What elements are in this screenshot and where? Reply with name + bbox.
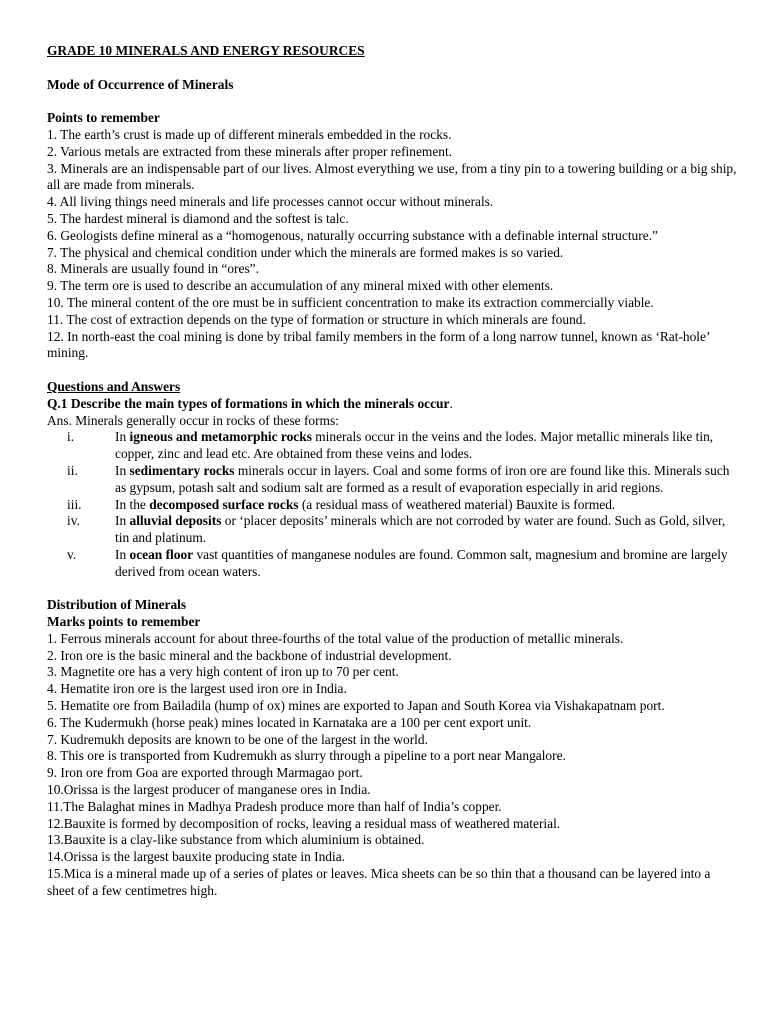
answer-item [47,463,737,497]
list-item: 3. Magnetite ore has a very high content of iron up to 70 per cent. [47,664,399,680]
list-item: 12.Bauxite is formed by decomposition of rocks, leaving a residual mass of weathered material. [47,815,561,831]
section-heading-distribution: Distribution of Minerals [47,597,187,613]
list-item: 6. Geologists define mineral as a “homogenous, naturally occurring substance with a definable internal structure.” [47,227,658,243]
list-item: 4. All living things need minerals and life processes cannot occur without minerals. [47,194,494,210]
list-item: 9. The term ore is used to describe an accumulation of any mineral mixed with other elements. [47,278,554,294]
answer-item [47,547,737,581]
list-item: 10.Orissa is the largest producer of manganese ores in India. [47,782,371,798]
list-item: 7. The physical and chemical condition under which the minerals are formed makes is so varied. [47,244,564,260]
answer-list [47,429,737,580]
answer-pre: In [115,513,130,529]
section-heading-occurrence: Mode of Occurrence of Minerals [47,76,234,92]
points-subheading: Points to remember [47,110,160,126]
answer-item [47,497,737,514]
qa-heading: Questions and Answers [47,378,181,394]
list-item: 1. The earth’s crust is made up of different minerals embedded in the rocks. [47,126,452,142]
answer-pre: In the [115,496,150,512]
document-title: GRADE 10 MINERALS AND ENERGY RESOURCES [47,43,365,58]
points-list-distribution [47,631,737,900]
answer-post: minerals occur in the veins and the lodes. Major metallic minerals like tin, copper, zinc and lead etc. Are obtained from these veins and lodes. [115,429,714,462]
list-item: 8. This ore is transported from Kudremukh as slurry through a pipeline to a port near Mangalore. [47,748,566,764]
list-item: 11. The cost of extraction depends on the type of formation or structure in which minerals are found. [47,311,586,327]
question-1-label: Q.1 [47,395,71,411]
answer-item [47,513,737,547]
document-page [47,43,737,900]
answer-bold: ocean floor [129,546,194,562]
list-item: 14.Orissa is the largest bauxite producing state in India. [47,849,346,865]
marks-points-subheading: Marks points to remember [47,614,201,630]
answer-number: v. [67,546,77,562]
answer-item [47,429,737,463]
points-list-occurrence [47,127,737,362]
answer-post: or ‘placer deposits’ minerals which are not corroded by water are found. Such as Gold, silver, tin and platinum. [115,513,726,546]
answer-post: vast quantities of manganese nodules are found. Common salt, magnesium and bromine are largely derived from ocean waters. [115,546,728,579]
answer-pre: In [115,546,130,562]
answer-number: iv. [67,513,80,529]
list-item: 2. Iron ore is the basic mineral and the backbone of industrial development. [47,647,452,663]
question-1 [47,396,737,413]
list-item: 13.Bauxite is a clay-like substance from which aluminium is obtained. [47,832,425,848]
answer-number: i. [67,429,75,445]
list-item: 15.Mica is a mineral made up of a series of plates or leaves. Mica sheets can be so thin that a thousand can be layered into a sheet of a few centimetres high. [47,866,711,898]
list-item: 12. In north-east the coal mining is done by tribal family members in the form of a long narrow tunnel, known as ‘Rat-hole’ mining. [47,328,710,361]
answer-post: minerals occur in layers. Coal and some forms of iron ore are found like this. Minerals such as gypsum, potash salt and sodium salt are formed as a result of evaporation especially in arid regions. [115,462,730,495]
answer-pre: In [115,429,130,445]
list-item: 5. Hematite ore from Bailadila (hump of ox) mines are exported to Japan and South Korea via Vishakapatnam port. [47,698,665,714]
list-item: 9. Iron ore from Goa are exported through Marmagao port. [47,765,363,781]
answer-number: iii. [67,496,82,512]
answer-bold: igneous and metamorphic rocks [129,429,312,445]
answer-intro: Ans. Minerals generally occur in rocks of these forms: [47,412,339,428]
list-item: 7. Kudremukh deposits are known to be one of the largest in the world. [47,731,428,747]
list-item: 8. Minerals are usually found in “ores”. [47,261,259,277]
list-item: 10. The mineral content of the ore must be in sufficient concentration to make its extraction commercially viable. [47,294,654,310]
list-item: 1. Ferrous minerals account for about three-fourths of the total value of the production of metallic minerals. [47,630,624,646]
answer-post: (a residual mass of weathered material) Bauxite is formed. [298,496,616,512]
answer-bold: decomposed surface rocks [149,496,299,512]
list-item: 5. The hardest mineral is diamond and the softest is talc. [47,210,349,226]
list-item: 4. Hematite iron ore is the largest used iron ore in India. [47,681,347,697]
list-item: 11.The Balaghat mines in Madhya Pradesh produce more than half of India’s copper. [47,798,502,814]
question-1-text: Describe the main types of formations in which the minerals occur [70,395,450,411]
answer-number: ii. [67,462,78,478]
list-item: 2. Various metals are extracted from these minerals after proper refinement. [47,143,453,159]
question-1-end: . [449,395,453,411]
answer-pre: In [115,462,130,478]
list-item: 3. Minerals are an indispensable part of our lives. Almost everything we use, from a tiny pin to a towering building or a big ship, all are made from minerals. [47,160,737,193]
answer-bold: sedimentary rocks [129,462,235,478]
answer-bold: alluvial deposits [129,513,222,529]
list-item: 6. The Kudermukh (horse peak) mines located in Karnataka are a 100 per cent export unit. [47,714,532,730]
